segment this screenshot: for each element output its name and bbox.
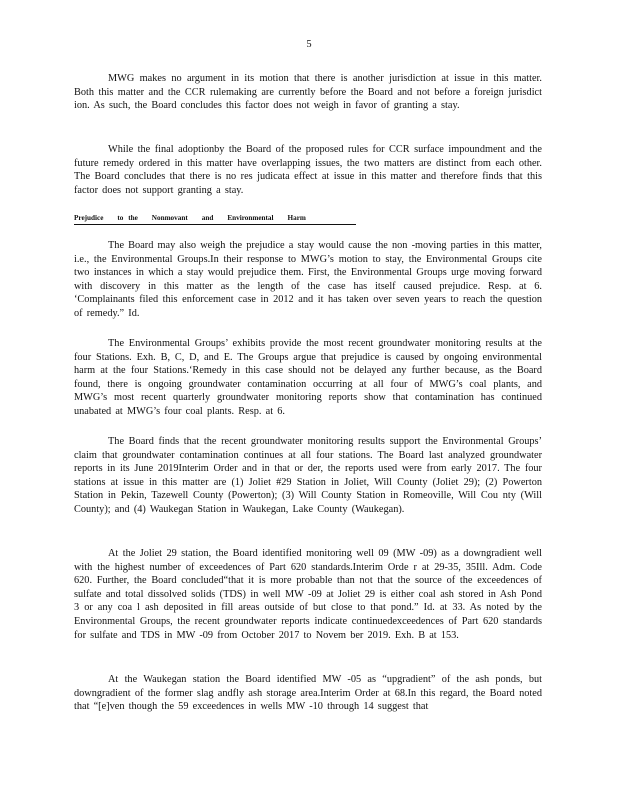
paragraph-res-judicata: While the final adoptionby the Board of the proposed rules for CCR surface impoundment and the future remedy ordered in this matter have overlapping issues, the two matters are distinct from each other. The Board concludes that there is no res judicata effect at issue in this matter and therefore finds that this factor does not support granting a stay.: [74, 144, 542, 196]
paragraph-exhibits: The Environmental Groups’ exhibits provide the most recent groundwater monitoring results at the four Stations. Exh. B, C, D, and E. The Groups argue that prejudice is caused by ongoing environmental harm at the four Stations.‘Remedy in this case should not be delayed any further because, as the Board found, there is ongoing groundwater contamination occurring at all four of MWG’s coal plants, and MWG’s most recent quarterly groundwater monitoring reports show that contamination has continued unabated at MWG’s four coal plants. Resp. at 6.: [74, 338, 542, 417]
page-number: 5: [306, 39, 312, 50]
paragraph-prejudice: The Board may also weigh the prejudice a stay would cause the non -moving parties in this matter, i.e., the Environmental Groups.In their response to MWG’s motion to stay, the Environmental Groups cite two instances in which a stay would prejudice them. First, the Environmental Groups urge moving forward with discovery in this matter as the length of the case has itself caused prejudice. Resp. at 6. ‘Complainants filed this enforcement case in 2012 and it has taken over seven years to reach the question of remedy.” Id.: [74, 240, 542, 319]
paragraph-monitoring-results: The Board finds that the recent groundwater monitoring results support the Environmental Groups’ claim that groundwater contamination continues at all four stations. The Board last analyzed groundwater reports in its June 2019Interim Order and in that or der, the reports used were from early 2017. The four stations at issue in this matter are (1) Joliet #29 Station in Joliet, Will County (Joliet 29); (2) Powerton Station in Pekin, Tazewell County (Powerton); (3) Will County Station in Romeoville, Will Cou nty (Will County); and (4) Waukegan Station in Waukegan, Lake County (Waukegan).: [74, 436, 542, 515]
section-heading-prejudice: Prejudice to the Nonmovant and Environmental Harm: [74, 214, 356, 225]
paragraph-joliet: At the Joliet 29 station, the Board identified monitoring well 09 (MW -09) as a downgradient well with the highest number of exceedences of Part 620 standards.Interim Orde r at 29-35, 35Ill. Adm. Code 620. Further, the Board concluded“that it is more probable than not that the source of the exceedences of sulfate and total dissolved solids (TDS) in well MW -09 at Joliet 29 is either coal ash stored in Ash Pond 3 or any coa l ash deposited in fill areas outside of but close to that pond.” Id. at 33. As noted by the Environmental Groups, the recent groundwater reports indicate continuedexceedences of Part 620 standards for sulfate and TDS in MW -09 from October 2017 to Novem ber 2019. Exh. B at 153.: [74, 548, 542, 641]
paragraph-jurisdiction: MWG makes no argument in its motion that there is another jurisdiction at issue in this matter. Both this matter and the CCR rulemaking are currently before the Board and not before a foreign jurisdict ion. As such, the Board concludes this factor does not weigh in favor of granting a stay.: [74, 73, 542, 112]
paragraph-waukegan: At the Waukegan station the Board identified MW -05 as “upgradient” of the ash ponds, but downgradient of the former slag andfly ash storage area.Interim Order at 68.In this regard, the Board noted that “[e]ven though the 59 exceedences in wells MW -10 through 14 suggest that: [74, 674, 542, 713]
